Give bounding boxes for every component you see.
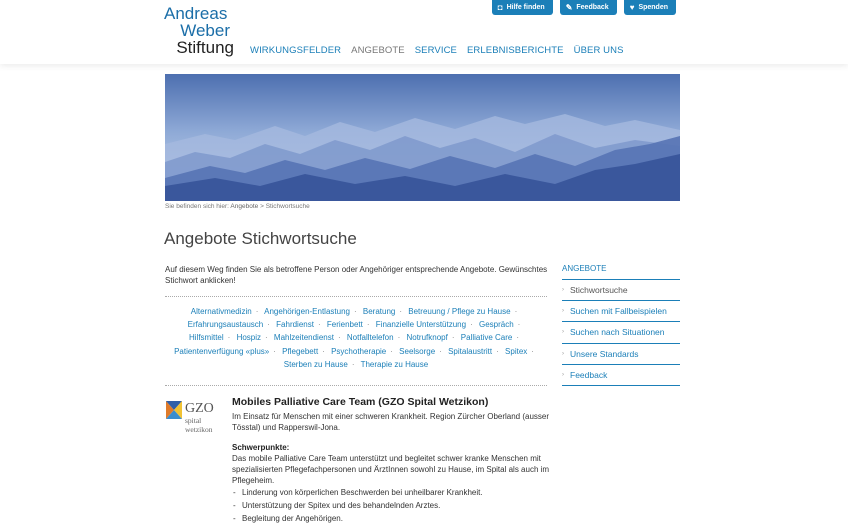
hilfe-finden-button[interactable] [492,0,553,15]
keyword-mahlzeitendienst[interactable]: Mahlzeitendienst [273,333,334,343]
entry-title[interactable]: Mobiles Palliative Care Team (GZO Spital Wetzikon) [232,396,489,408]
breadcrumb-current: Stichwortsuche [265,203,310,210]
hero-banner-mountains [165,74,680,201]
chevron-right-icon: › [562,350,564,357]
logo-line-stiftung: Stiftung [176,38,234,57]
entry-bullet-list [232,486,552,525]
keyword-pflegebett[interactable]: Pflegebett [282,346,319,356]
keyword-sterben-zu-hause[interactable]: Sterben zu Hause [283,359,348,369]
nav-ueber-uns[interactable]: ÜBER UNS [573,45,624,56]
keyword-notrufknopf[interactable]: Notrufknopf [406,333,448,343]
keyword-alternativmedizin[interactable]: Alternativmedizin [190,307,252,316]
keyword-betreuung-pflege[interactable]: Betreuung / Pflege zu Hause [408,307,511,316]
intro-text: Auf diesem Weg finden Sie als betroffene Person oder Angehöriger entsprechende Angebote. Gewünschtes Stichwort anklicken! [165,265,548,285]
gzo-logo [165,398,221,434]
entry-subheading: Schwerpunkte: [232,443,290,452]
sidebar-item-label: Suchen mit Fallbeispielen [570,306,667,317]
entry-body: Das mobile Palliative Care Team unterstützt und begleitet schwer kranke Menschen mit spezialisierten Pflegefachpersonen und ÄrztInnen sowohl zu Hause, im Spital als auch im Pflegeheim. [232,454,550,485]
feedback-button[interactable] [560,0,617,15]
sidebar-item-label: Unsere Standards [570,348,639,359]
chevron-right-icon: › [562,308,564,315]
main-navigation [250,45,634,56]
keyword-notfalltelefon[interactable]: Notfalltelefon [346,333,394,343]
divider-bottom [165,385,547,386]
chevron-right-icon: › [562,371,564,378]
spenden-button[interactable] [624,0,676,15]
keyword-hilfsmittel[interactable]: Hilfsmittel [188,333,224,343]
nav-angebote[interactable]: ANGEBOTE [351,45,405,56]
keyword-hospiz[interactable]: Hospiz [236,333,262,343]
divider-top [165,296,547,297]
breadcrumb-link-angebote[interactable]: Angebote [230,203,259,210]
list-item: - Unterstützung der Spitex und des behandelnden Arztes. [232,499,552,512]
keyword-psychotherapie[interactable]: Psychotherapie [331,346,387,356]
spenden-label: Spenden [638,4,668,11]
sidebar-item-label: Suchen nach Situationen [570,327,665,338]
keyword-spitalaustritt[interactable]: Spitalaustritt [448,346,493,356]
list-item: - Begleitung der Angehörigen. [232,512,552,525]
sidebar-heading: ANGEBOTE [562,264,680,280]
nav-erlebnisberichte[interactable]: ERLEBNISBERICHTE [466,45,564,56]
nav-wirkungsfelder[interactable]: WIRKUNGSFELDER [250,45,342,56]
keyword-finanzielle-unterstuetzung[interactable]: Finanzielle Unterstützung [375,320,467,330]
heart-icon: ♥ [629,3,635,12]
camera-icon: ◘ [497,3,503,12]
keyword-seelsorge[interactable]: Seelsorge [399,346,436,356]
keyword-fahrdienst[interactable]: Fahrdienst [276,320,314,330]
logo-line-andreas: Andreas [164,4,228,23]
sidebar-navigation [562,264,680,386]
breadcrumb-prefix: Sie befinden sich hier: [165,203,229,210]
breadcrumb [165,203,310,210]
page-title: Angebote Stichwortsuche [164,229,357,248]
gzo-logo-sub1: spital [185,416,202,425]
keyword-palliative-care[interactable]: Palliative Care [460,333,513,343]
sidebar-item-situationen[interactable] [562,322,680,343]
top-action-buttons [492,0,676,15]
keyword-erfahrungsaustausch[interactable]: Erfahrungsaustausch [187,320,264,330]
chevron-right-icon: › [562,329,564,336]
site-logo[interactable] [164,5,234,56]
sidebar-item-fallbeispiele[interactable] [562,301,680,322]
keyword-list: Alternativmedizin · Angehörigen-Entlastung · Beratung · Betreuung / Pflege zu Hause · Erfahrungsaustausch · Fahrdienst · Ferienbett · Finanzielle Unterstützung · Gespräch · Hilfsmittel · Hospiz · Mahlzeitendienst · Notfalltelefon · Notrufknopf · Palliative Care · Patientenverfügung «plus» · Pflegebett · Psychotherapie · Seelsorge · Spitalaustritt · Spitex · Sterben zu Hause · Therapie zu Hause [174,307,534,369]
gzo-logo-mark [165,398,221,434]
site-header [0,0,848,64]
breadcrumb-separator: > [260,203,264,210]
sidebar-item-feedback[interactable] [562,365,680,386]
list-item: - Linderung von körperlichen Beschwerden bei unheilbarer Krankheit. [232,486,552,499]
sidebar-item-stichwortsuche[interactable] [562,280,680,301]
keyword-beratung[interactable]: Beratung [362,307,396,316]
nav-service[interactable]: SERVICE [414,45,457,56]
keyword-gespraech[interactable]: Gespräch [478,320,514,330]
keyword-ferienbett[interactable]: Ferienbett [326,320,363,330]
keyword-therapie-zu-hause[interactable]: Therapie zu Hause [360,359,429,369]
keyword-patientenverfuegung[interactable]: Patientenverfügung «plus» [174,346,270,356]
keyword-spitex[interactable]: Spitex [505,346,528,356]
sidebar-item-label: Stichwortsuche [570,285,628,296]
feedback-label: Feedback [576,4,609,11]
hilfe-finden-label: Hilfe finden [506,4,545,11]
chevron-right-icon: › [562,287,564,294]
gzo-logo-text: GZO [185,401,214,416]
mountain-landscape-image [165,74,680,201]
entry-description: Im Einsatz für Menschen mit einer schweren Krankheit. Region Zürcher Oberland (ausser Tösstal) und Rapperswil-Jona. [232,412,550,432]
logo-line-weber: Weber [180,21,230,40]
gzo-logo-sub2: wetzikon [185,425,213,434]
edit-icon: ✎ [565,3,573,12]
sidebar-item-standards[interactable] [562,344,680,365]
keyword-angehoerigen-entlastung[interactable]: Angehörigen-Entlastung [264,307,350,316]
sidebar-item-label: Feedback [570,369,608,380]
